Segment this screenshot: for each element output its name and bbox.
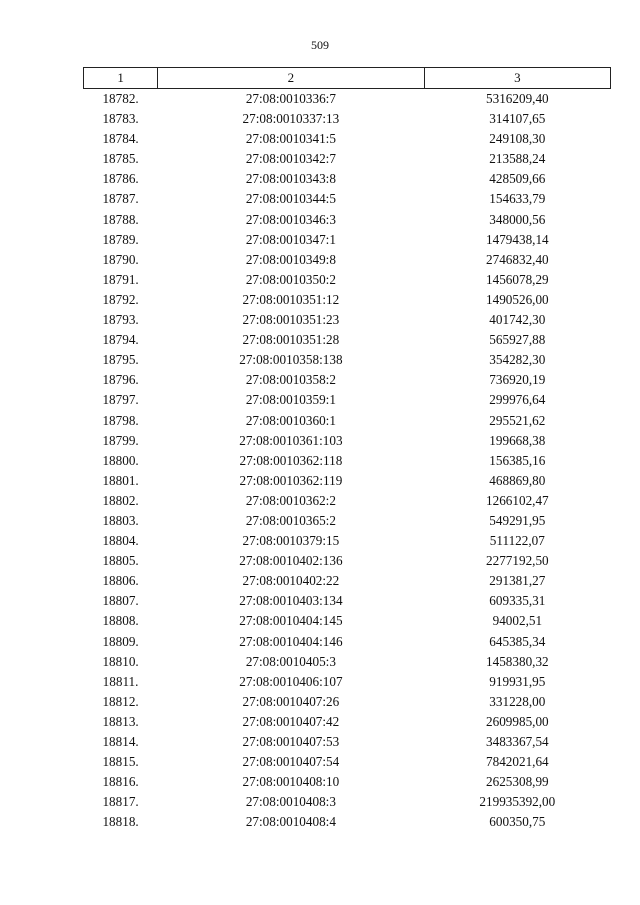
row-number-cell: 18791. [102, 271, 139, 287]
cadastral-value-cell: 549291,95 [489, 512, 546, 528]
table-header [84, 68, 611, 89]
table-row [84, 350, 611, 370]
table-row [84, 531, 611, 551]
cadastral-number-cell: 27:08:0010342:7 [245, 151, 336, 167]
column-header-3: 3 [424, 68, 610, 89]
table-row [84, 451, 611, 471]
table-row [84, 370, 611, 390]
row-number-cell: 18790. [102, 251, 139, 267]
cadastral-value-cell: 7842021,64 [486, 754, 549, 770]
table-row [84, 169, 611, 189]
cadastral-value-cell: 1456078,29 [486, 271, 549, 287]
cadastral-value-cell: 645385,34 [489, 633, 546, 649]
row-number-cell: 18782. [102, 91, 139, 106]
table-row [84, 270, 611, 290]
cadastral-number-cell: 27:08:0010351:12 [242, 291, 340, 307]
table-row [84, 491, 611, 511]
row-number-cell: 18805. [102, 553, 139, 569]
cadastral-value-cell: 565927,88 [489, 332, 546, 348]
cadastral-value-cell: 331228,00 [489, 693, 546, 709]
table-header-row [84, 68, 611, 89]
cadastral-value-cell: 314107,65 [489, 111, 546, 127]
row-number-cell: 18784. [102, 131, 139, 147]
row-number-cell: 18808. [102, 613, 139, 629]
row-number-cell: 18815. [102, 754, 139, 770]
cadastral-number-cell: 27:08:0010405:3 [245, 653, 336, 669]
table-row [84, 672, 611, 692]
cadastral-value-cell: 156385,16 [489, 452, 546, 468]
row-number-cell: 18816. [102, 774, 139, 790]
table-row [84, 89, 611, 110]
row-number-cell: 18807. [102, 593, 139, 609]
cadastral-number-cell: 27:08:0010362:119 [239, 472, 343, 488]
table-row [84, 692, 611, 712]
row-number-cell: 18801. [102, 472, 139, 488]
row-number-cell: 18809. [102, 633, 139, 649]
cadastral-value-cell: 213588,24 [489, 151, 546, 167]
cadastral-number-cell: 27:08:0010407:42 [242, 713, 340, 729]
cadastral-value-cell: 511122,07 [489, 533, 545, 549]
cadastral-number-cell: 27:08:0010336:7 [245, 91, 336, 106]
row-number-cell: 18793. [102, 312, 139, 328]
row-number-cell: 18810. [102, 653, 139, 669]
table-row [84, 129, 611, 149]
table-row [84, 411, 611, 431]
table-row [84, 250, 611, 270]
row-number-cell: 18818. [102, 814, 139, 830]
row-number-cell: 18813. [102, 713, 139, 729]
cadastral-number-cell: 27:08:0010407:26 [242, 693, 340, 709]
cadastral-number-cell: 27:08:0010362:118 [239, 452, 343, 468]
cadastral-number-cell: 27:08:0010408:4 [245, 814, 336, 830]
cadastral-number-cell: 27:08:0010349:8 [245, 251, 336, 267]
cadastral-number-cell: 27:08:0010344:5 [245, 191, 336, 207]
table-row [84, 471, 611, 491]
cadastral-number-cell: 27:08:0010350:2 [245, 271, 336, 287]
row-number-cell: 18798. [102, 412, 139, 428]
table-row [84, 230, 611, 250]
row-number-cell: 18800. [102, 452, 139, 468]
cadastral-number-cell: 27:08:0010358:138 [239, 352, 343, 368]
cadastral-value-cell: 354282,30 [489, 352, 546, 368]
row-number-cell: 18788. [102, 211, 139, 227]
cadastral-value-cell: 609335,31 [489, 593, 546, 609]
cadastral-value-cell: 154633,79 [489, 191, 546, 207]
table-row [84, 752, 611, 772]
row-number-cell: 18804. [102, 533, 139, 549]
cadastral-number-cell: 27:08:0010407:53 [242, 734, 340, 749]
row-number-cell: 18787. [102, 191, 139, 207]
cadastral-value-cell: 5316209,40 [486, 91, 549, 106]
row-number-cell: 18811. [102, 673, 139, 689]
row-number-cell: 18795. [102, 352, 139, 368]
row-number-cell: 18817. [102, 794, 139, 810]
cadastral-number-cell: 27:08:0010361:103 [239, 432, 343, 448]
table-body [84, 89, 611, 833]
cadastral-number-cell: 27:08:0010360:1 [245, 412, 336, 428]
row-number-cell: 18806. [102, 573, 139, 589]
table-row [84, 390, 611, 410]
cadastral-number-cell: 27:08:0010343:8 [245, 171, 336, 187]
row-number-cell: 18797. [102, 392, 139, 408]
cadastral-number-cell: 27:08:0010365:2 [245, 512, 336, 528]
table-row [84, 290, 611, 310]
table-row [84, 310, 611, 330]
cadastral-value-cell: 348000,56 [489, 211, 546, 227]
row-number-cell: 18799. [102, 432, 139, 448]
row-number-cell: 18796. [102, 372, 139, 388]
table-row [84, 149, 611, 169]
cadastral-number-cell: 27:08:0010351:23 [242, 312, 340, 328]
table-row [84, 792, 611, 812]
page-number: 509 [311, 38, 329, 52]
table-row [84, 210, 611, 230]
row-number-cell: 18789. [102, 231, 139, 247]
row-number-cell: 18803. [102, 512, 139, 528]
cadastral-value-cell: 219935392,00 [479, 794, 556, 810]
cadastral-value-cell: 401742,30 [489, 312, 546, 328]
cadastral-number-cell: 27:08:0010358:2 [245, 372, 336, 388]
table-row [84, 732, 611, 752]
cadastral-value-cell: 428509,66 [489, 171, 546, 187]
cadastral-value-cell: 1266102,47 [486, 492, 549, 508]
row-number-cell: 18785. [102, 151, 139, 167]
cadastral-value-cell: 2277192,50 [486, 553, 549, 569]
cadastral-number-cell: 27:08:0010346:3 [245, 211, 336, 227]
table-row [84, 511, 611, 531]
table-row [84, 712, 611, 732]
cadastral-value-cell: 600350,75 [489, 814, 546, 830]
cadastral-value-cell: 299976,64 [489, 392, 546, 408]
cadastral-number-cell: 27:08:0010408:3 [245, 794, 336, 810]
cadastral-value-cell: 295521,62 [489, 412, 546, 428]
table-row [84, 812, 611, 832]
cadastral-number-cell: 27:08:0010362:2 [245, 492, 336, 508]
cadastral-number-cell: 27:08:0010406:107 [239, 673, 343, 689]
table-row [84, 772, 611, 792]
cadastral-number-cell: 27:08:0010404:146 [239, 633, 343, 649]
cadastral-value-table [83, 67, 611, 832]
cadastral-number-cell: 27:08:0010337:13 [242, 111, 340, 127]
row-number-cell: 18792. [102, 291, 139, 307]
table-row [84, 431, 611, 451]
cadastral-value-cell: 2609985,00 [486, 713, 549, 729]
cadastral-value-cell: 1490526,00 [486, 291, 549, 307]
cadastral-value-cell: 3483367,54 [486, 734, 549, 749]
cadastral-number-cell: 27:08:0010341:5 [245, 131, 336, 147]
cadastral-number-cell: 27:08:0010404:145 [239, 613, 343, 629]
table-row [84, 591, 611, 611]
table-row [84, 652, 611, 672]
row-number-cell: 18786. [102, 171, 139, 187]
cadastral-value-cell: 291381,27 [489, 573, 546, 589]
table-row [84, 189, 611, 209]
table-row [84, 632, 611, 652]
row-number-cell: 18783. [102, 111, 139, 127]
row-number-cell: 18812. [102, 693, 139, 709]
cadastral-number-cell: 27:08:0010403:134 [239, 593, 343, 609]
cadastral-number-cell: 27:08:0010347:1 [245, 231, 336, 247]
column-header-1: 1 [84, 68, 158, 89]
cadastral-value-cell: 249108,30 [489, 131, 546, 147]
cadastral-value-cell: 736920,19 [489, 372, 546, 388]
row-number-cell: 18802. [102, 492, 139, 508]
cadastral-number-cell: 27:08:0010408:10 [242, 774, 340, 790]
table-row [84, 551, 611, 571]
column-header-2: 2 [158, 68, 425, 89]
cadastral-number-cell: 27:08:0010351:28 [242, 332, 340, 348]
cadastral-value-cell: 94002,51 [492, 613, 543, 629]
cadastral-value-cell: 1458380,32 [486, 653, 549, 669]
cadastral-value-cell: 199668,38 [489, 432, 546, 448]
table-row [84, 109, 611, 129]
cadastral-value-cell: 919931,95 [489, 673, 546, 689]
cadastral-value-cell: 1479438,14 [486, 231, 549, 247]
cadastral-number-cell: 27:08:0010359:1 [245, 392, 336, 408]
cadastral-value-cell: 2625308,99 [486, 774, 549, 790]
cadastral-number-cell: 27:08:0010402:22 [242, 573, 340, 589]
row-number-cell: 18794. [102, 332, 139, 348]
cadastral-value-cell: 2746832,40 [486, 251, 549, 267]
cadastral-number-cell: 27:08:0010379:15 [242, 533, 340, 549]
table-row [84, 330, 611, 350]
cadastral-value-cell: 468869,80 [489, 472, 546, 488]
cadastral-number-cell: 27:08:0010407:54 [242, 754, 340, 770]
table-row [84, 571, 611, 591]
row-number-cell: 18814. [102, 734, 139, 749]
table-row [84, 611, 611, 631]
cadastral-number-cell: 27:08:0010402:136 [239, 553, 343, 569]
